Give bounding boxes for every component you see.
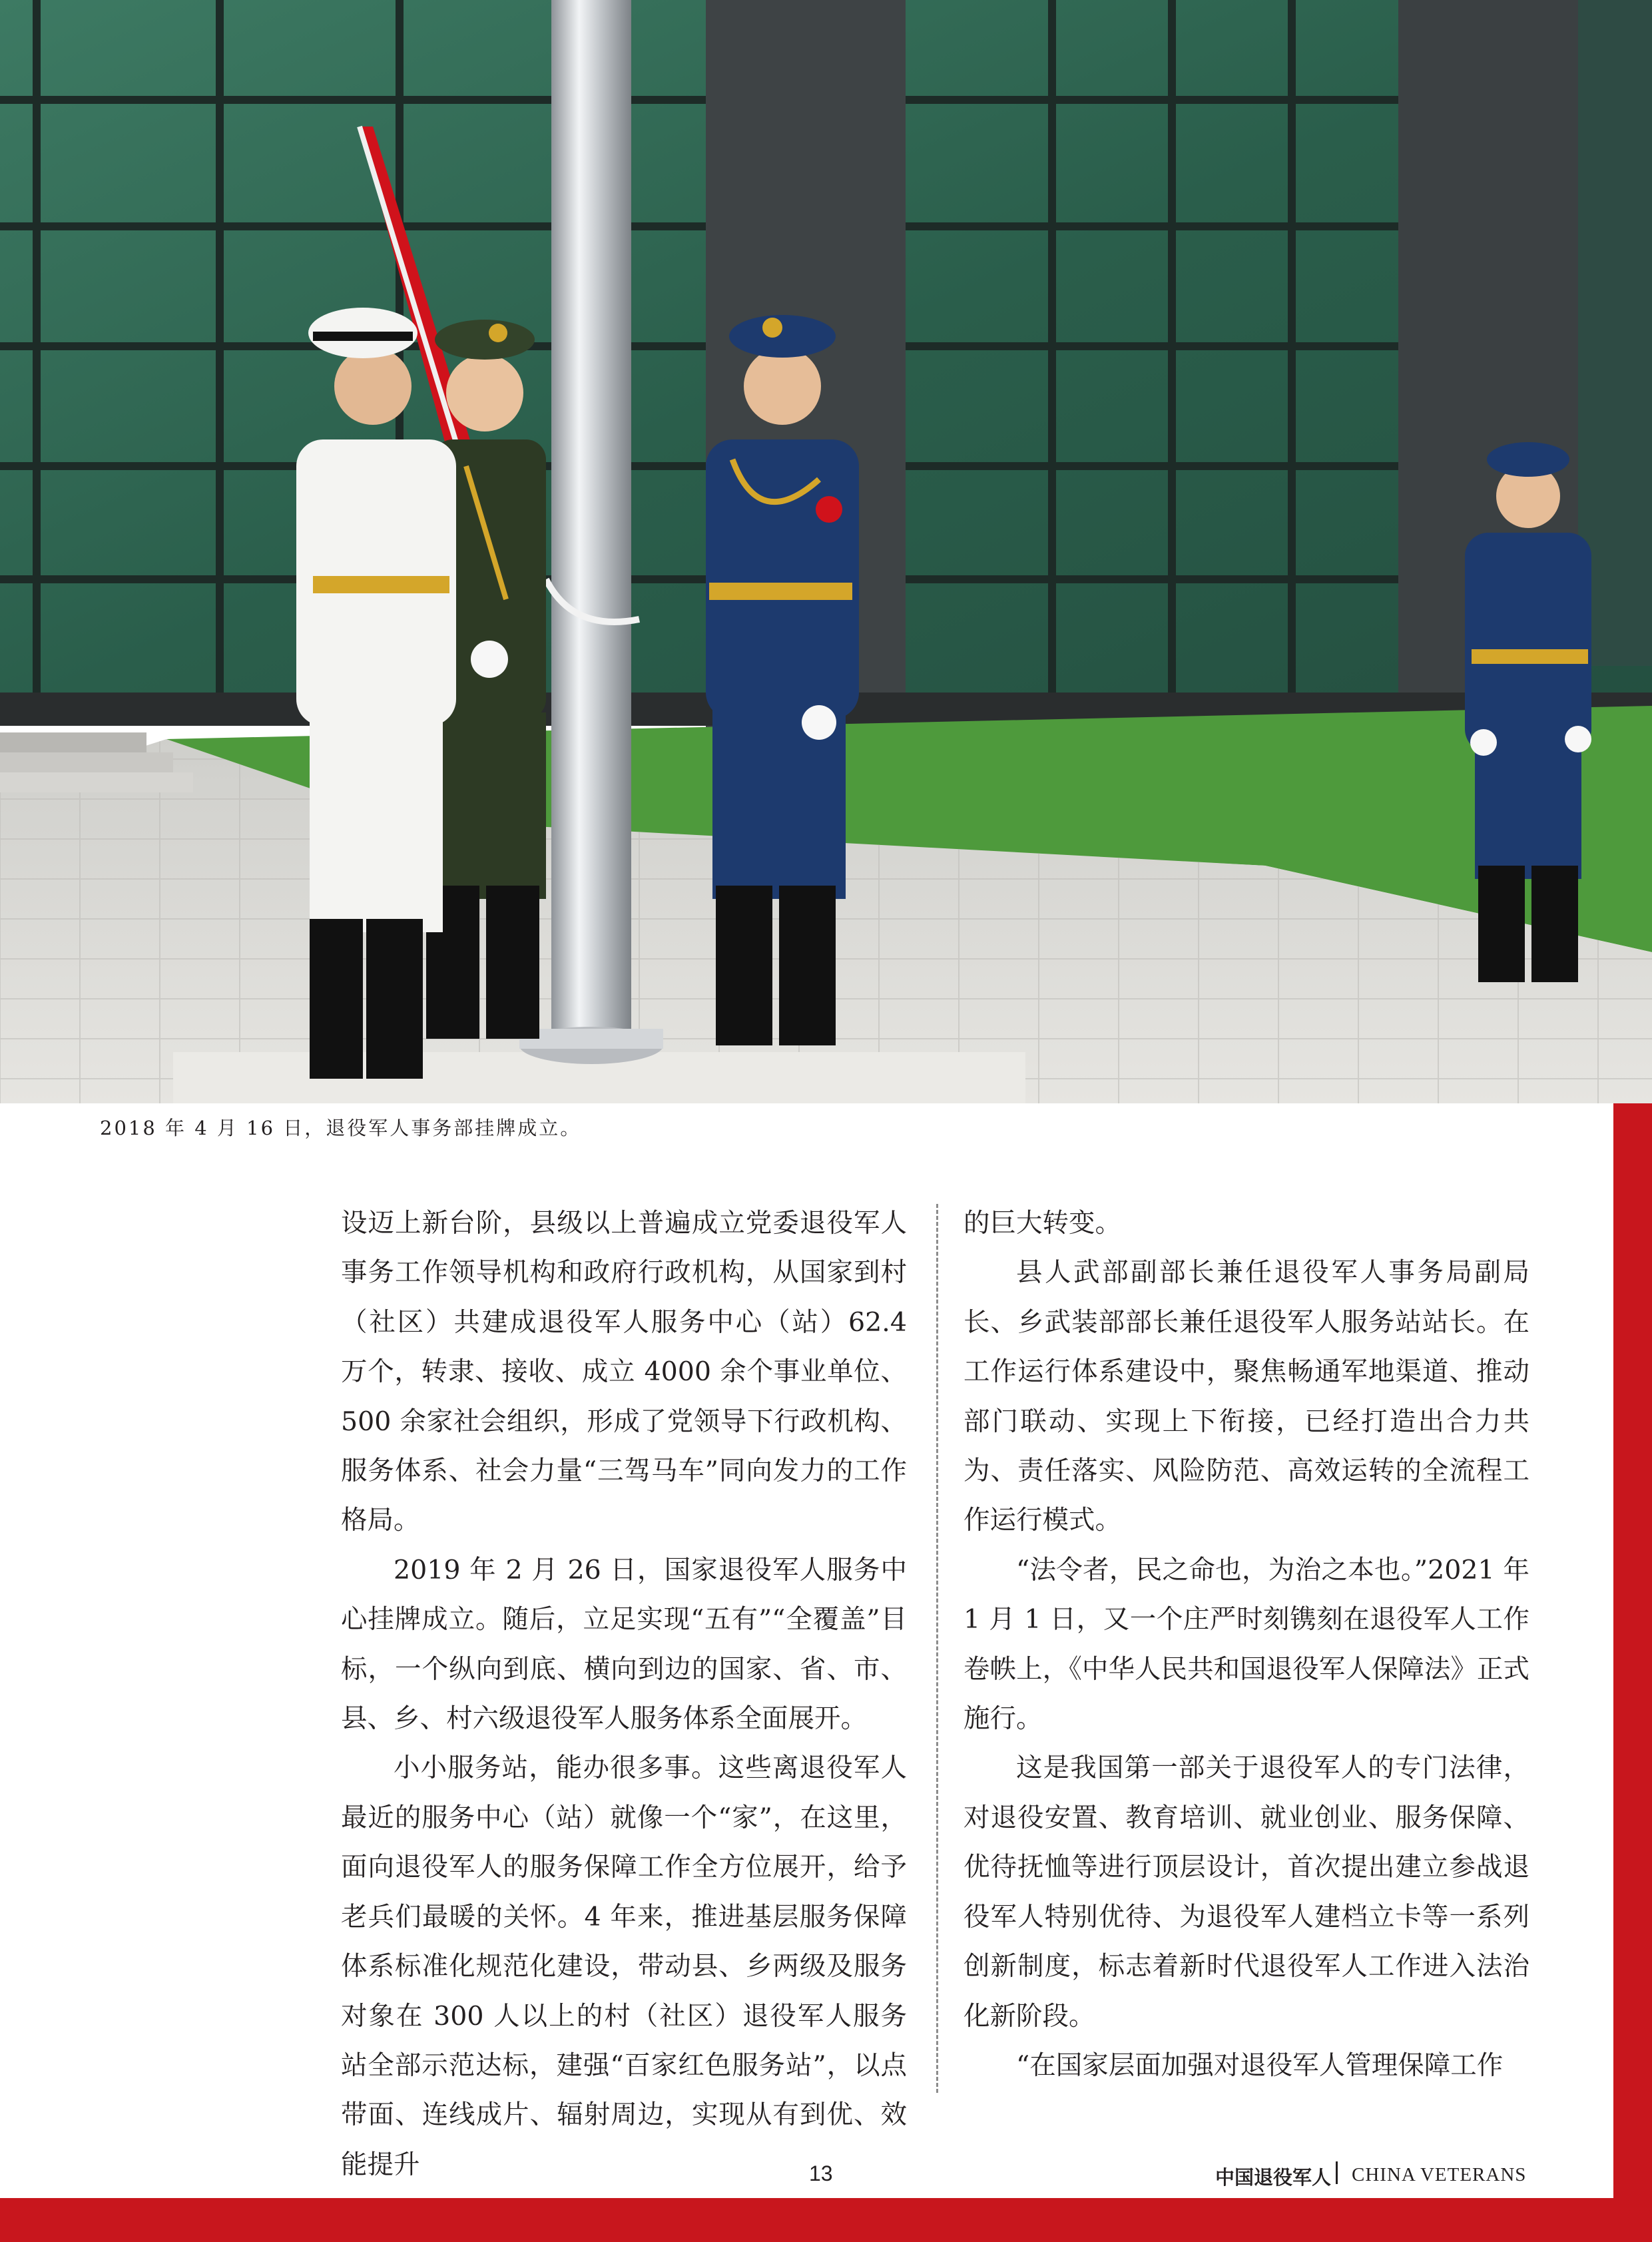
bottom-color-band xyxy=(0,2198,1652,2242)
article-column-left xyxy=(341,1199,907,2189)
article-column-right xyxy=(964,1199,1529,2090)
flag-raising-ceremony-photo xyxy=(0,0,1652,1103)
photo-caption: 2018 年 4 月 16 日，退役军人事务部挂牌成立。 xyxy=(100,1117,582,1139)
ceremony-photo xyxy=(0,0,1652,1103)
paragraph: 2019 年 2 月 26 日，国家退役军人服务中心挂牌成立。随后，立足实现“五有”“全覆盖”目标，一个纵向到底、横向到边的国家、省、市、县、乡、村六级退役军人服务体系全面展开。 xyxy=(341,1554,907,1735)
page-number: 13 xyxy=(809,2161,833,2185)
paragraph: 这是我国第一部关于退役军人的专门法律，对退役安置、教育培训、就业创业、服务保障、优待抚恤等进行顶层设计，首次提出建立参战退役军人特别优待、为退役军人建档立卡等一系列创新制度，标志着新时代退役军人工作进入法治化新阶段。 xyxy=(964,1753,1529,2032)
column-divider xyxy=(936,1204,938,2093)
side-color-band xyxy=(1613,1103,1652,2242)
paragraph: “在国家层面加强对退役军人管理保障工作 xyxy=(1016,2050,1504,2081)
footer-separator xyxy=(1336,2161,1338,2184)
paragraph: 县人武部副部长兼任退役军人事务局副局长、乡武装部部长兼任退役军人服务站站长。在工作运行体系建设中，聚焦畅通军地渠道、推动部门联动、实现上下衔接，已经打造出合力共为、责任落实、风险防范、高效运转的全流程工作运行模式。 xyxy=(964,1257,1529,1536)
paragraph: 小小服务站，能办很多事。这些离退役军人最近的服务中心（站）就像一个“家”，在这里，面向退役军人的服务保障工作全方位展开，给予老兵们最暖的关怀。4 年来，推进基层服务保障体系标准化规范化建设，带动县、乡两级及服务对象在 300 人以上的村（社区）退役军人服务站全部示范达标，建强“百家红色服务站”，以点带面、连线成片、辐射周边，实现从有到优、效能提升 xyxy=(341,1753,907,2180)
magazine-name-cn: 中国退役军人 xyxy=(1215,2166,1332,2189)
paragraph: “法令者，民之命也，为治之本也。”2021 年 1 月 1 日，又一个庄严时刻镌刻在退役军人工作卷帙上，《中华人民共和国退役军人保障法》正式施行。 xyxy=(964,1554,1529,1735)
paragraph: 的巨大转变。 xyxy=(964,1208,1121,1239)
magazine-name-en: CHINA VETERANS xyxy=(1352,2164,1527,2185)
paragraph: 设迈上新台阶，县级以上普遍成立党委退役军人事务工作领导机构和政府行政机构，从国家到村（社区）共建成退役军人服务中心（站）62.4 万个，转隶、接收、成立 4000 余个事业单位、500 余家社会组织，形成了党领导下行政机构、服务体系、社会力量“三驾马车”同向发力的工作格局。 xyxy=(341,1208,907,1536)
